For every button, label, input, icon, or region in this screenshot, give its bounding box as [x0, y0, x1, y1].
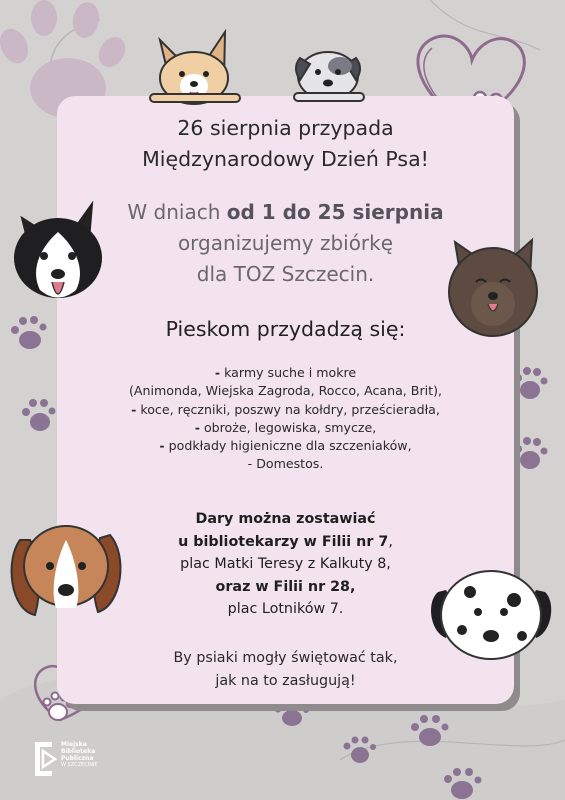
- dog-pug-icon: [294, 52, 364, 101]
- library-logo: [32, 737, 142, 785]
- needs-heading: Pieskom przydadzą się:: [165, 317, 406, 341]
- intro: [57, 197, 514, 290]
- list-item: - obroże, legowiska, smycze,: [194, 419, 377, 435]
- intro-prefix: W dniach: [127, 200, 227, 224]
- list-item: (Animonda, Wiejska Zagroda, Rocco, Acana, Brit),: [129, 383, 442, 399]
- list-item: - podkłady higieniczne dla szczeniaków,: [159, 438, 412, 454]
- needs-list: [57, 364, 514, 474]
- donation-info: [57, 508, 514, 621]
- donation-line-3: plac Matki Teresy z Kalkuty 8,: [180, 556, 391, 573]
- logo-text: Miejska Biblioteka Publiczna W SZCZECINIE: [61, 741, 98, 768]
- donation-line-4: oraz w Filii nr 28,: [215, 578, 356, 595]
- dog-corgi-icon: [150, 32, 240, 104]
- list-item: - karmy suche i mokre: [214, 365, 357, 380]
- closing-line-1: By psiaki mogły świętować tak,: [173, 650, 398, 666]
- intro-line-2: organizujemy zbiórkę: [177, 231, 394, 255]
- donation-line-1: Dary można zostawiać: [195, 511, 376, 527]
- library-logo-icon: [32, 739, 58, 779]
- donation-line-5: plac Lotników 7.: [227, 601, 344, 618]
- heading-line-2: Międzynarodowy Dzień Psa!: [142, 147, 429, 171]
- donation-line-2: u bibliotekarzy w Filii nr 7,: [178, 533, 393, 550]
- list-item: - Domestos.: [247, 456, 324, 472]
- intro-line-1: [57, 197, 514, 228]
- heading: [57, 113, 514, 175]
- list-item: - koce, ręczniki, poszwy na kołdry, prześcieradła,: [131, 401, 440, 417]
- closing-line-2: jak na to zasługują!: [215, 673, 356, 689]
- intro-dates: od 1 do 25 sierpnia: [226, 200, 444, 224]
- heading-line-1: 26 sierpnia przypada: [177, 116, 394, 140]
- intro-line-3: dla TOZ Szczecin.: [196, 262, 375, 286]
- closing-text: [57, 647, 514, 693]
